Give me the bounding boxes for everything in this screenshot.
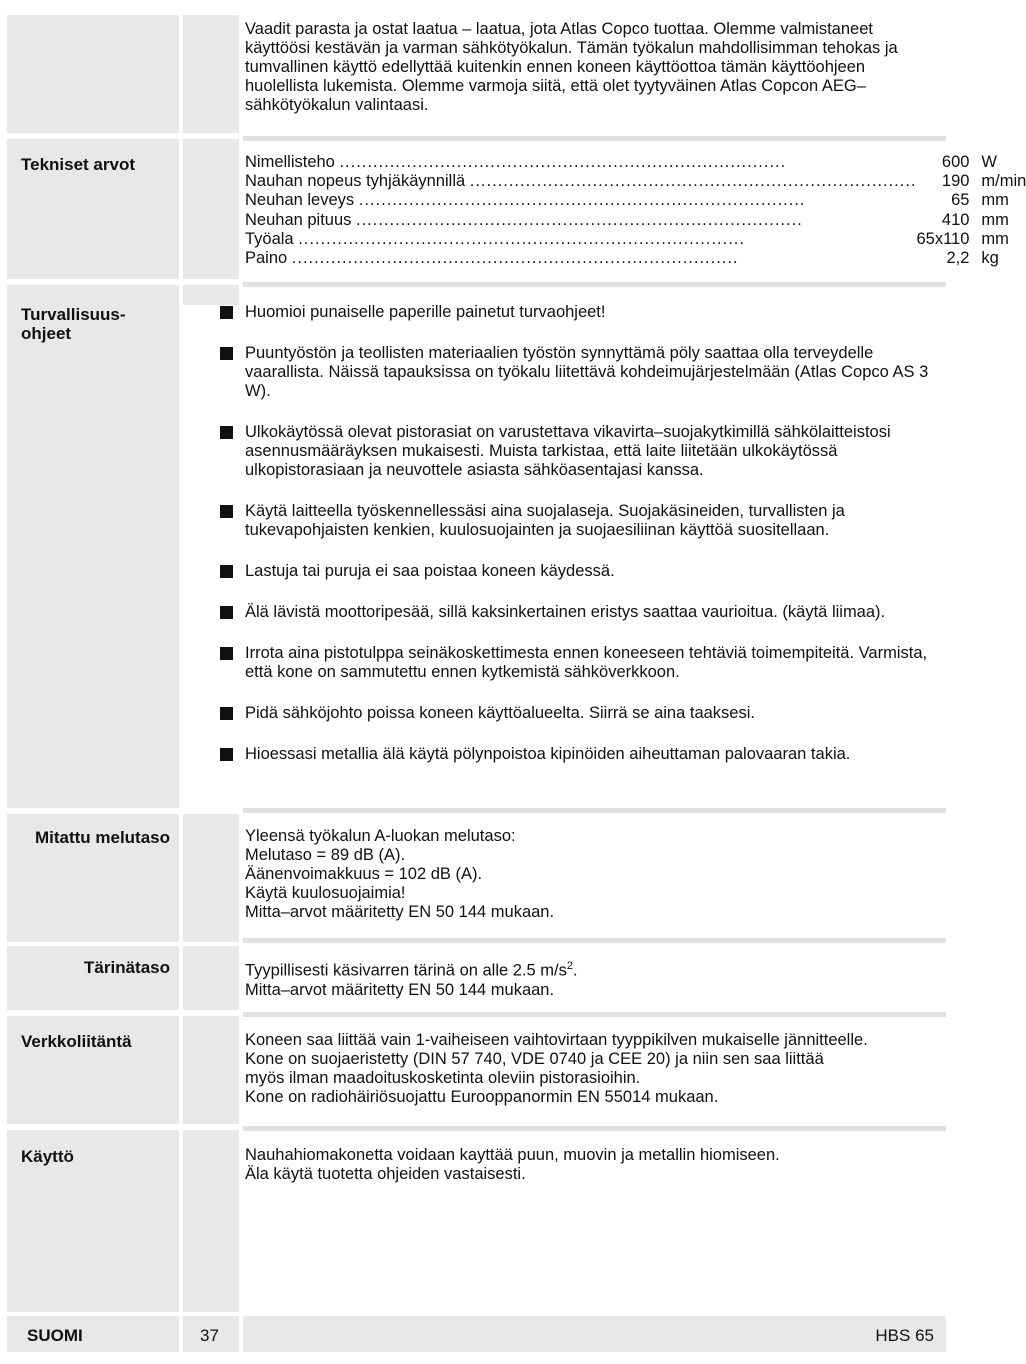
- noise-line: Yleensä työkalun A-luokan melutaso:: [245, 827, 516, 845]
- mains-text: [245, 1031, 940, 1107]
- use-line: Äla käytä tuotetta ohjeiden vastaisesti.: [245, 1165, 526, 1183]
- spec-name: Nauhan nopeus tyhjäkäynnillä: [245, 172, 466, 191]
- leader-dots: ................................................................................: [356, 210, 803, 229]
- square-bullet-icon: [220, 748, 233, 761]
- spec-value: 65: [951, 191, 970, 210]
- spec-value: 65x110: [916, 229, 970, 248]
- safety-label-line: ohjeet: [21, 324, 72, 343]
- safety-item: [220, 745, 940, 764]
- noise-section-label: Mitattu melutaso: [34, 828, 170, 847]
- spec-name: Nimellisteho: [245, 153, 335, 171]
- mains-line: Kone on radiohäiriösuojattu Eurooppanormin EN 55014 mukaan.: [245, 1088, 719, 1106]
- noise-line: Käytä kuulosuojaimia!: [245, 884, 406, 902]
- noise-line: Melutaso = 89 dB (A).: [245, 846, 406, 864]
- gutter-block: [183, 1130, 239, 1312]
- spec-name-cell: [245, 230, 917, 249]
- sidebar-block: [7, 285, 179, 808]
- safety-item-text: Puuntyöstön ja teollisten materiaalien työstön synnyttämä pöly saattaa olla terveydelle vaarallista. Näissä tapauksissa on työkalu liitettävä kohdeimujärjestelmään (Atlas Copco AS 3 W).: [245, 344, 929, 400]
- safety-list: [220, 303, 940, 786]
- spec-name-cell: [245, 211, 917, 230]
- gutter-block: [183, 814, 239, 942]
- square-bullet-icon: [220, 347, 233, 360]
- square-bullet-icon: [220, 505, 233, 518]
- gutter-block: [183, 1016, 239, 1124]
- safety-item-text: Huomioi punaiselle paperille painetut turvaohjeet!: [245, 303, 606, 321]
- leader-dots: ................................................................................: [469, 172, 917, 191]
- spec-name: Neuhan pituus: [245, 210, 352, 229]
- spec-value: 600: [941, 153, 970, 171]
- vibration-line-text: Tyypillisesti käsivarren tärinä on alle 2.5 m/s: [245, 961, 567, 980]
- safety-item-text: Hioessasi metallia älä käytä pölynpoistoa kipinöiden aiheuttaman palovaaran takia.: [245, 745, 851, 763]
- spec-unit: W: [981, 153, 997, 171]
- square-bullet-icon: [220, 606, 233, 619]
- safety-section-label: [21, 305, 126, 343]
- footer-bar: [243, 1316, 946, 1352]
- gutter-block: [183, 285, 239, 305]
- use-text: [245, 1146, 940, 1184]
- use-section-label: Käyttö: [21, 1147, 74, 1166]
- vibration-line-end: .: [573, 961, 578, 980]
- square-bullet-icon: [220, 707, 233, 720]
- spec-unit: kg: [981, 248, 999, 267]
- safety-item: [220, 502, 940, 540]
- spec-row: [245, 230, 1026, 249]
- section-divider: [243, 136, 946, 141]
- use-line: Nauhahiomakonetta voidaan kayttää puun, muovin ja metallin hiomiseen.: [245, 1146, 780, 1164]
- tech-section-label: Tekniset arvot: [21, 155, 136, 174]
- gutter-block: [183, 139, 239, 279]
- spec-value: 410: [941, 210, 970, 229]
- square-bullet-icon: [220, 565, 233, 578]
- leader-dots: ................................................................................: [291, 248, 739, 267]
- safety-item: [220, 423, 940, 480]
- spec-unit: mm: [981, 229, 1009, 248]
- safety-item: [220, 704, 940, 723]
- section-divider: [243, 808, 946, 813]
- noise-line: Mitta–arvot määritetty EN 50 144 mukaan.: [245, 903, 555, 921]
- spec-row: [245, 153, 1026, 172]
- gutter-block: [183, 946, 239, 1010]
- spec-row: [245, 172, 1026, 191]
- page-number: 37: [200, 1326, 219, 1345]
- spec-value: 190: [941, 172, 970, 191]
- mains-line: Koneen saa liittää vain 1-vaiheiseen vaihtovirtaan tyyppikilven mukaiselle jännitteelle.: [245, 1031, 868, 1049]
- square-bullet-icon: [220, 426, 233, 439]
- safety-item: [220, 603, 940, 622]
- spec-name-cell: [245, 191, 917, 210]
- spec-name-cell: [245, 249, 917, 268]
- vibration-text: [245, 957, 940, 1000]
- safety-item: [220, 344, 940, 401]
- noise-text: [245, 827, 940, 922]
- sidebar-block: [7, 15, 179, 133]
- safety-item-text: Ulkokäytössä olevat pistorasiat on varustettava vikavirta–suojakytkimillä sähkölaitteistosi asennusmääräyksen mukaisesti. Muista tarkistaa, että laite liitetään ulkokäytössä ulkopistorasiaan ja neuvottele asiasta sähköasentajasi kanssa.: [245, 423, 891, 479]
- safety-label-line: Turvallisuus-: [21, 305, 126, 324]
- safety-item-text: Pidä sähköjohto poissa koneen käyttöalueelta. Siirrä se aina taaksesi.: [245, 704, 755, 722]
- safety-item: [220, 562, 940, 581]
- section-divider: [243, 938, 946, 943]
- vibration-sup: 2: [566, 960, 574, 972]
- square-bullet-icon: [220, 647, 233, 660]
- spec-name: Neuhan leveys: [245, 191, 355, 210]
- square-bullet-icon: [220, 306, 233, 319]
- safety-item: [220, 644, 940, 682]
- footer-language: SUOMI: [27, 1326, 83, 1345]
- vibration-line: [245, 957, 940, 981]
- section-divider: [243, 282, 946, 287]
- safety-item-text: Lastuja tai puruja ei saa poistaa koneen käydessä.: [245, 562, 615, 580]
- mains-line: myös ilman maadoituskosketinta oleviin pistorasioihin.: [245, 1069, 641, 1087]
- vibration-line: Mitta–arvot määritetty EN 50 144 mukaan.: [245, 980, 555, 999]
- spec-row: [245, 211, 1026, 230]
- section-divider: [243, 1012, 946, 1017]
- gutter-block: [183, 15, 239, 133]
- sidebar-block: [7, 946, 179, 1010]
- safety-item-text: Irrota aina pistotulppa seinäkoskettimesta ennen koneeseen tehtäviä toimempiteitä. Varmista, että kone on sammutettu ennen kytkemistä sähköverkkoon.: [245, 644, 928, 681]
- safety-item: [220, 303, 940, 322]
- vibration-section-label: Tärinätaso: [84, 958, 170, 977]
- leader-dots: ................................................................................: [298, 229, 745, 248]
- spec-name: Työala: [245, 229, 294, 248]
- noise-line: Äänenvoimakkuus = 102 dB (A).: [245, 865, 483, 883]
- safety-item-text: Käytä laitteella työskennellessäsi aina suojalaseja. Suojakäsineiden, turvallisten ja tukevapohjaisten kenkien, kuulosuojainten ja suojaesiliinan käyttöä suositellaan.: [245, 502, 845, 539]
- spec-value: 2,2: [946, 248, 970, 267]
- intro-paragraph: Vaadit parasta ja ostat laatua – laatua, jota Atlas Copco tuottaa. Olemme valmistaneet käyttöösi kestävän ja varman sähkötyökalun. Tämän työkalun mahdollisimman tehokas ja tumvallinen käyttö edellyttää kuitenkin ennen koneen käyttöottoa tämän käyttöohjeen huolellista lukemista. Olemme varmoja siitä, että olet tyytyväinen Atlas Copcon AEG–sähkötyökalun valintaasi.: [245, 20, 898, 114]
- spec-name-cell: [245, 172, 917, 191]
- mains-section-label: Verkkoliitäntä: [21, 1032, 132, 1051]
- spec-name: Paino: [245, 248, 288, 267]
- tech-spec-table: [245, 153, 1026, 268]
- section-divider: [243, 1126, 946, 1131]
- leader-dots: ................................................................................: [339, 153, 787, 171]
- safety-item-text: Älä lävistä moottoripesää, sillä kaksinkertainen eristys saattaa vaurioitua. (käytä liimaa).: [245, 603, 886, 621]
- spec-unit: m/min: [981, 172, 1026, 191]
- spec-unit: mm: [981, 210, 1009, 229]
- mains-line: Kone on suojaeristetty (DIN 57 740, VDE 0740 ja CEE 20) ja niin sen saa liittää: [245, 1050, 824, 1068]
- spec-name-cell: [245, 153, 917, 172]
- spec-row: [245, 249, 1026, 268]
- spec-row: [245, 191, 1026, 210]
- footer-model: HBS 65: [875, 1326, 934, 1345]
- spec-unit: mm: [981, 191, 1009, 210]
- leader-dots: ................................................................................: [358, 191, 806, 210]
